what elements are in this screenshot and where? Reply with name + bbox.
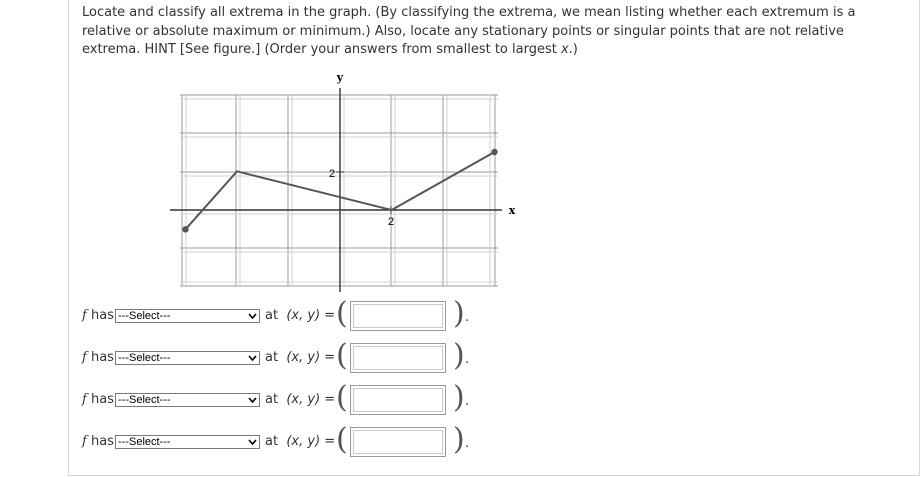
chevron-down-icon <box>248 354 257 362</box>
open-paren: ( <box>336 338 348 373</box>
select-value: ---Select--- <box>118 310 171 322</box>
open-paren: ( <box>336 296 348 331</box>
question-text: Locate and classify all extrema in the graph. (By classifying the extrema, we mean listing whether each extremum is a relative or absolute maximum or minimum.) Also, locate any stationary points or singular points that are not relative extrema. HINT [See figure.] (Order your answers from smallest to largest x.) <box>82 5 856 57</box>
extremum-type-select[interactable] <box>115 351 260 365</box>
at-xy-label: at (x, y) = <box>265 308 336 323</box>
period: . <box>465 394 470 409</box>
function-graph <box>150 66 520 296</box>
xy-answer-input[interactable] <box>350 343 446 373</box>
endpoint-dot <box>182 226 188 232</box>
select-value: ---Select--- <box>118 436 171 448</box>
close-paren: ) <box>453 380 465 415</box>
open-paren: ( <box>336 380 348 415</box>
y-tick-label: 2 <box>328 168 336 180</box>
select-value: ---Select--- <box>118 352 171 364</box>
close-paren: ) <box>453 422 465 457</box>
open-paren: ( <box>336 422 348 457</box>
f-has-label: f has <box>82 392 114 407</box>
xy-answer-input[interactable] <box>350 301 446 331</box>
graph-grid <box>180 95 498 286</box>
chevron-down-icon <box>248 312 257 320</box>
chevron-down-icon <box>248 438 257 446</box>
at-xy-label: at (x, y) = <box>265 392 336 407</box>
xy-answer-input[interactable] <box>350 427 446 457</box>
close-paren: ) <box>453 338 465 373</box>
period: . <box>465 352 470 367</box>
x-tick-label: 2 <box>387 216 395 228</box>
period: . <box>465 436 470 451</box>
y-axis-label: y <box>336 71 344 84</box>
f-has-label: f has <box>82 350 114 365</box>
extremum-type-select[interactable] <box>115 309 260 323</box>
xy-answer-input[interactable] <box>350 385 446 415</box>
chevron-down-icon <box>248 396 257 404</box>
f-has-label: f has <box>82 434 114 449</box>
at-xy-label: at (x, y) = <box>265 350 336 365</box>
select-value: ---Select--- <box>118 394 171 406</box>
extremum-type-select[interactable] <box>115 435 260 449</box>
endpoint-dot <box>491 149 497 155</box>
f-has-label: f has <box>82 308 114 323</box>
period: . <box>465 310 470 325</box>
extremum-type-select[interactable] <box>115 393 260 407</box>
close-paren: ) <box>453 296 465 331</box>
x-axis-label: x <box>508 204 516 217</box>
at-xy-label: at (x, y) = <box>265 434 336 449</box>
